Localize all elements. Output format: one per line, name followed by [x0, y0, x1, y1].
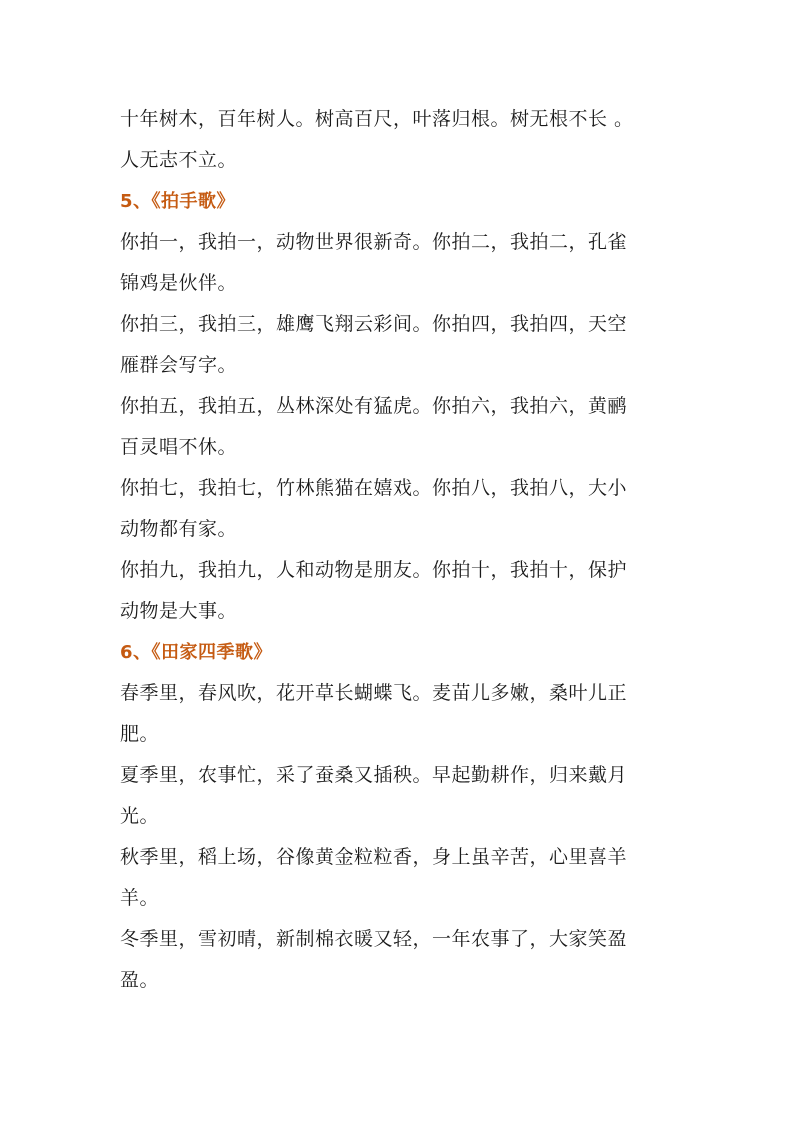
text-line: 夏季里，农事忙，采了蚕桑又插秧。早起勤耕作，归来戴月 — [120, 764, 628, 786]
text-line: 你拍七，我拍七，竹林熊猫在嬉戏。你拍八，我拍八，大小 — [120, 477, 628, 499]
text-line: 动物是大事。 — [120, 600, 238, 622]
text-line: 雁群会写字。 — [120, 354, 238, 376]
text-line: 冬季里，雪初晴，新制棉衣暖又轻，一年农事了，大家笑盈 — [120, 928, 628, 950]
text-line: 锦鸡是伙伴。 — [120, 272, 238, 294]
text-line: 你拍九，我拍九，人和动物是朋友。你拍十，我拍十，保护 — [120, 559, 628, 581]
section-pai-shou-ge — [120, 181, 680, 632]
section-heading: 5、《拍手歌》 — [120, 191, 236, 212]
text-line: 光。 — [120, 805, 160, 827]
text-line: 你拍五，我拍五，丛林深处有猛虎。你拍六，我拍六，黄鹂 — [120, 395, 628, 417]
section-tian-jia-si-ji-ge — [120, 632, 680, 1001]
intro-paragraph — [120, 99, 680, 181]
text-line: 人无志不立。 — [120, 149, 238, 171]
text-line: 百灵唱不休。 — [120, 436, 238, 458]
section-heading: 6、《田家四季歌》 — [120, 642, 273, 663]
text-line: 你拍一，我拍一，动物世界很新奇。你拍二，我拍二，孔雀 — [120, 231, 628, 253]
text-line: 肥。 — [120, 723, 160, 745]
document-body — [120, 99, 680, 1001]
text-line: 动物都有家。 — [120, 518, 238, 540]
text-line: 春季里，春风吹，花开草长蝴蝶飞。麦苗儿多嫩，桑叶儿正 — [120, 682, 628, 704]
text-line: 羊。 — [120, 887, 160, 909]
text-line: 你拍三，我拍三，雄鹰飞翔云彩间。你拍四，我拍四，天空 — [120, 313, 628, 335]
text-line: 十年树木，百年树人。树高百尺，叶落归根。树无根不长 。 — [120, 108, 634, 130]
text-line: 盈。 — [120, 969, 160, 991]
text-line: 秋季里，稻上场，谷像黄金粒粒香，身上虽辛苦，心里喜羊 — [120, 846, 628, 868]
